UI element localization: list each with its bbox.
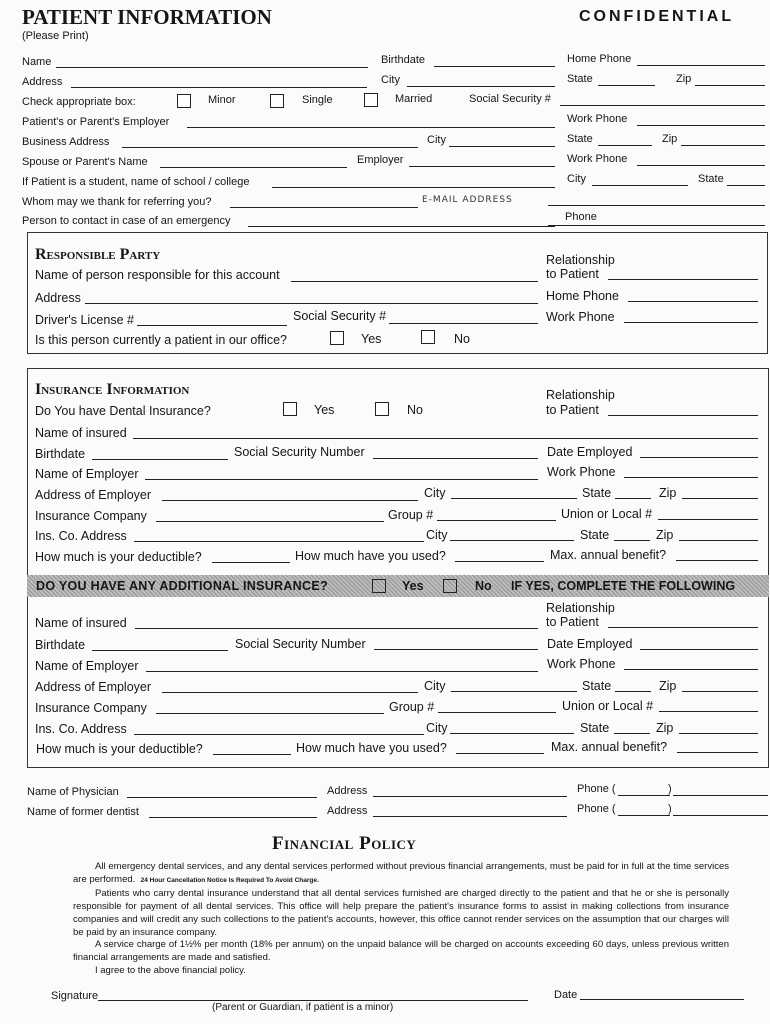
ins-max-label: Max. annual benefit? xyxy=(550,548,667,562)
ins-date-employed-field[interactable] xyxy=(640,457,758,458)
ins2-co-address-label: Ins. Co. Address xyxy=(35,722,127,736)
ins-used-field[interactable] xyxy=(455,561,544,562)
spouse-employer-label: Employer xyxy=(357,154,404,166)
business-city-label: City xyxy=(427,134,446,146)
business-state-label: State xyxy=(567,133,593,145)
ins2-company-field[interactable] xyxy=(156,713,384,714)
ins2-city-field[interactable] xyxy=(451,691,577,692)
ins-work-phone-field[interactable] xyxy=(624,477,758,478)
check-box-label: Check appropriate box: xyxy=(22,96,136,108)
ins2-union-field[interactable] xyxy=(659,711,758,712)
signature-field[interactable] xyxy=(98,1000,528,1001)
business-state-field[interactable] xyxy=(598,145,652,146)
ins-group-label: Group # xyxy=(388,508,434,522)
business-address-label: Business Address xyxy=(22,136,110,148)
financial-policy-title: Financial Policy xyxy=(272,833,417,854)
married-label: Married xyxy=(395,93,433,105)
rp-home-phone-field[interactable] xyxy=(628,301,758,302)
cancellation-notice: 24 Hour Cancellation Notice Is Required To Avoid Charge. xyxy=(140,876,319,884)
spouse-name-field[interactable] xyxy=(160,167,347,168)
ins-state-field[interactable] xyxy=(615,498,651,499)
rp-yes-label: Yes xyxy=(361,332,382,346)
ins2-emp-address-label: Address of Employer xyxy=(35,680,152,694)
ins-company-label: Insurance Company xyxy=(35,509,147,523)
emergency-contact-label: Person to contact in case of an emergency xyxy=(22,215,231,227)
ins2-to-patient-label: to Patient xyxy=(546,615,599,629)
ins-name-insured-label: Name of insured xyxy=(35,426,127,440)
signature-label: Signature xyxy=(51,990,99,1002)
ins-city-field[interactable] xyxy=(451,498,577,499)
date-label: Date xyxy=(554,989,578,1001)
ins2-emp-address-field[interactable] xyxy=(162,692,418,693)
ins-ssn-label: Social Security Number xyxy=(234,445,365,459)
ins-co-city-label: City xyxy=(426,528,448,542)
business-city-field[interactable] xyxy=(449,146,555,147)
guardian-note: (Parent or Guardian, if patient is a minor) xyxy=(212,1002,394,1013)
policy-agreement: I agree to the above financial policy. xyxy=(95,965,246,977)
ins-work-phone-label: Work Phone xyxy=(547,465,616,479)
ins-employer-label: Name of Employer xyxy=(35,467,139,481)
home-phone-field[interactable] xyxy=(637,65,765,66)
physician-field[interactable] xyxy=(127,797,317,798)
ins-group-field[interactable] xyxy=(437,520,556,521)
referral-label: Whom may we thank for referring you? xyxy=(22,196,212,208)
ins2-co-city-field[interactable] xyxy=(450,733,574,734)
rp-license-field[interactable] xyxy=(137,325,287,326)
ins2-zip-label: Zip xyxy=(659,679,677,693)
address-label: Address xyxy=(22,76,63,88)
ins-co-zip-field[interactable] xyxy=(679,540,758,541)
ins2-state-label: State xyxy=(582,679,612,693)
business-address-field[interactable] xyxy=(122,147,418,148)
ins2-co-address-field[interactable] xyxy=(134,734,424,735)
email-address-field[interactable] xyxy=(548,205,765,206)
city-field[interactable] xyxy=(407,86,555,87)
additional-no-checkbox[interactable] xyxy=(443,579,457,593)
please-print-note: (Please Print) xyxy=(22,30,89,42)
dentist-address-label: Address xyxy=(327,805,368,817)
ins-emp-address-field[interactable] xyxy=(162,500,418,501)
ins2-co-state-label: State xyxy=(580,721,610,735)
ins-co-address-label: Ins. Co. Address xyxy=(35,529,127,543)
birthdate-label: Birthdate xyxy=(381,54,426,66)
ins2-state-field[interactable] xyxy=(615,691,651,692)
ins2-work-phone-label: Work Phone xyxy=(547,657,616,671)
single-label: Single xyxy=(302,94,333,106)
rp-relationship-field[interactable] xyxy=(608,279,758,280)
rp-to-patient-label: to Patient xyxy=(546,267,599,281)
patient-employer-field[interactable] xyxy=(187,127,555,128)
ins2-work-phone-field[interactable] xyxy=(624,669,758,670)
rp-yes-checkbox[interactable] xyxy=(330,331,344,345)
ins2-employer-field[interactable] xyxy=(146,671,538,672)
ins-zip-field[interactable] xyxy=(682,498,758,499)
ins-co-zip-label: Zip xyxy=(656,528,674,542)
financial-policy-text xyxy=(73,861,729,978)
ins-no-label: No xyxy=(407,403,423,417)
additional-no-label: No xyxy=(475,579,492,593)
ins-co-city-field[interactable] xyxy=(450,540,574,541)
minor-checkbox[interactable] xyxy=(177,94,191,108)
emergency-contact-field[interactable] xyxy=(248,226,555,227)
rp-ssn-label: Social Security # xyxy=(293,309,387,323)
physician-phone-field[interactable] xyxy=(673,795,768,796)
spouse-name-label: Spouse or Parent's Name xyxy=(22,156,148,168)
confidential-label: CONFIDENTIAL xyxy=(579,8,735,25)
physician-address-field[interactable] xyxy=(373,796,567,797)
ins2-zip-field[interactable] xyxy=(682,691,758,692)
spouse-work-phone-field[interactable] xyxy=(637,165,765,166)
ins2-max-field[interactable] xyxy=(677,752,758,753)
ins2-max-label: Max. annual benefit? xyxy=(551,740,668,754)
patient-employer-label: Patient's or Parent's Employer xyxy=(22,116,170,128)
work-phone-label: Work Phone xyxy=(567,113,628,125)
business-zip-label: Zip xyxy=(662,133,678,145)
ins-co-state-label: State xyxy=(580,528,610,542)
ins2-deductible-field[interactable] xyxy=(213,754,291,755)
rp-ssn-field[interactable] xyxy=(389,323,538,324)
rp-name-label: Name of person responsible for this account xyxy=(35,268,280,282)
additional-yes-checkbox[interactable] xyxy=(372,579,386,593)
single-checkbox[interactable] xyxy=(270,94,284,108)
home-phone-label: Home Phone xyxy=(567,53,632,65)
ins-union-label: Union or Local # xyxy=(561,507,653,521)
rp-no-checkbox[interactable] xyxy=(421,330,435,344)
ins2-relationship-field[interactable] xyxy=(608,627,758,628)
rp-relationship-label: Relationship xyxy=(546,253,615,267)
ins-employer-field[interactable] xyxy=(145,479,538,480)
school-city-field[interactable] xyxy=(592,185,688,186)
ins-ssn-field[interactable] xyxy=(373,458,538,459)
ins2-date-employed-label: Date Employed xyxy=(547,637,633,651)
ins2-ssn-label: Social Security Number xyxy=(235,637,366,651)
emergency-phone-label: Phone xyxy=(565,211,597,223)
ins-to-patient-label: to Patient xyxy=(546,403,599,417)
ins-co-address-field[interactable] xyxy=(134,541,424,542)
ins-company-field[interactable] xyxy=(156,521,384,522)
ssn-label: Social Security # xyxy=(469,93,551,105)
spouse-work-phone-label: Work Phone xyxy=(567,153,628,165)
dentist-phone-paren: ) xyxy=(668,803,672,815)
policy-paragraph-1: All emergency dental services, and any dental services performed without previous financial arrangements, must be paid for in full at the time services are performed. xyxy=(73,861,729,885)
ins-relationship-label: Relationship xyxy=(546,388,615,402)
rp-address-label: Address xyxy=(35,291,81,305)
ins-deductible-label: How much is your deductible? xyxy=(35,550,202,564)
ins-no-checkbox[interactable] xyxy=(375,402,389,416)
ins2-group-label: Group # xyxy=(389,700,435,714)
state-field[interactable] xyxy=(598,85,655,86)
ins2-co-zip-label: Zip xyxy=(656,721,674,735)
zip-label: Zip xyxy=(676,73,692,85)
ins2-co-state-field[interactable] xyxy=(614,733,650,734)
ins-union-field[interactable] xyxy=(658,519,758,520)
additional-yes-label: Yes xyxy=(402,579,424,593)
rp-name-field[interactable] xyxy=(291,281,538,282)
additional-instruction: IF YES, COMPLETE THE FOLLOWING xyxy=(511,579,736,593)
ins2-name-insured-label: Name of insured xyxy=(35,616,127,630)
ins2-company-label: Insurance Company xyxy=(35,701,147,715)
policy-paragraph-3: A service charge of 1½% per month (18% per annum) on the unpaid balance will be charged on accounts exceeding 60 days, unless previous written financial arrangements are made and satisfied. xyxy=(73,939,729,964)
rp-work-phone-label: Work Phone xyxy=(546,310,615,324)
dentist-area-code-field[interactable] xyxy=(618,815,670,816)
school-city-label: City xyxy=(567,173,586,185)
business-zip-field[interactable] xyxy=(681,145,765,146)
ins-state-label: State xyxy=(582,486,612,500)
rp-address-field[interactable] xyxy=(85,303,538,304)
ins-deductible-field[interactable] xyxy=(212,562,290,563)
address-field[interactable] xyxy=(71,87,367,88)
email-address-note: E-MAIL ADDRESS xyxy=(422,195,513,205)
student-school-field[interactable] xyxy=(272,187,555,188)
ins2-name-insured-field[interactable] xyxy=(135,628,538,629)
ins2-group-field[interactable] xyxy=(438,712,556,713)
insurance-title: Insurance Information xyxy=(35,381,190,398)
emergency-phone-field[interactable] xyxy=(548,225,765,226)
ins-name-insured-field[interactable] xyxy=(133,438,758,439)
ins-emp-address-label: Address of Employer xyxy=(35,488,152,502)
name-field[interactable] xyxy=(56,67,368,68)
ins2-co-city-label: City xyxy=(426,721,448,735)
dental-insurance-label: Do You have Dental Insurance? xyxy=(35,404,211,418)
ssn-field[interactable] xyxy=(560,105,765,106)
state-label: State xyxy=(567,73,593,85)
ins-city-label: City xyxy=(424,486,446,500)
ins2-birthdate-field[interactable] xyxy=(92,650,228,651)
policy-paragraph-2: Patients who carry dental insurance understand that all dental services furnished are charged directly to the patient and that he or she is personally responsible for payment of all dental services. This office will help prepare the patient's insurance forms to assist in making collections from insurance companies and will credit any such collections to the patient's accounts, however, this office cannot render services on the assumption that our charges will be paid by an insurance company. xyxy=(73,887,729,938)
dentist-phone-label: Phone ( xyxy=(577,803,616,815)
former-dentist-label: Name of former dentist xyxy=(27,806,139,818)
ins2-deductible-label: How much is your deductible? xyxy=(36,742,203,756)
ins2-birthdate-label: Birthdate xyxy=(35,638,86,652)
dentist-address-field[interactable] xyxy=(373,816,567,817)
ins-zip-label: Zip xyxy=(659,486,677,500)
physician-label: Name of Physician xyxy=(27,786,119,798)
responsible-party-title: Responsible Party xyxy=(35,246,161,263)
ins2-city-label: City xyxy=(424,679,446,693)
rp-home-phone-label: Home Phone xyxy=(546,289,619,303)
ins-co-state-field[interactable] xyxy=(614,540,650,541)
physician-address-label: Address xyxy=(327,785,368,797)
birthdate-field[interactable] xyxy=(434,66,555,67)
ins2-used-field[interactable] xyxy=(456,753,544,754)
ins2-union-label: Union or Local # xyxy=(562,699,654,713)
school-state-field[interactable] xyxy=(727,185,765,186)
ins-used-label: How much have you used? xyxy=(295,549,446,563)
ins-yes-label: Yes xyxy=(314,403,335,417)
married-checkbox[interactable] xyxy=(364,93,378,107)
additional-insurance-question: DO YOU HAVE ANY ADDITIONAL INSURANCE? xyxy=(36,579,328,593)
student-school-label: If Patient is a student, name of school / college xyxy=(22,176,250,188)
rp-is-patient-label: Is this person currently a patient in our office? xyxy=(35,333,287,347)
form-title: PATIENT INFORMATION xyxy=(22,5,272,29)
ins-max-field[interactable] xyxy=(676,560,758,561)
name-label: Name xyxy=(22,56,52,68)
ins-yes-checkbox[interactable] xyxy=(283,402,297,416)
work-phone-field[interactable] xyxy=(637,125,765,126)
rp-work-phone-field[interactable] xyxy=(624,322,758,323)
ins-date-employed-label: Date Employed xyxy=(547,445,633,459)
ins2-ssn-field[interactable] xyxy=(374,649,538,650)
spouse-employer-field[interactable] xyxy=(409,166,555,167)
ins2-employer-label: Name of Employer xyxy=(35,659,139,673)
ins-birthdate-label: Birthdate xyxy=(35,447,86,461)
ins2-date-employed-field[interactable] xyxy=(640,649,758,650)
physician-phone-label: Phone ( xyxy=(577,783,616,795)
ins2-used-label: How much have you used? xyxy=(296,741,447,755)
city-label: City xyxy=(381,74,400,86)
ins2-relationship-label: Relationship xyxy=(546,601,615,615)
school-state-label: State xyxy=(698,173,724,185)
zip-field[interactable] xyxy=(695,85,765,86)
rp-license-label: Driver's License # xyxy=(35,313,134,327)
ins2-co-zip-field[interactable] xyxy=(679,733,758,734)
former-dentist-field[interactable] xyxy=(149,817,317,818)
date-field[interactable] xyxy=(580,999,744,1000)
ins-birthdate-field[interactable] xyxy=(92,459,228,460)
ins-relationship-field[interactable] xyxy=(608,415,758,416)
minor-label: Minor xyxy=(208,94,236,106)
rp-no-label: No xyxy=(454,332,470,346)
physician-area-code-field[interactable] xyxy=(618,795,670,796)
referral-field[interactable] xyxy=(230,207,418,208)
physician-phone-paren: ) xyxy=(668,783,672,795)
dentist-phone-field[interactable] xyxy=(673,815,768,816)
